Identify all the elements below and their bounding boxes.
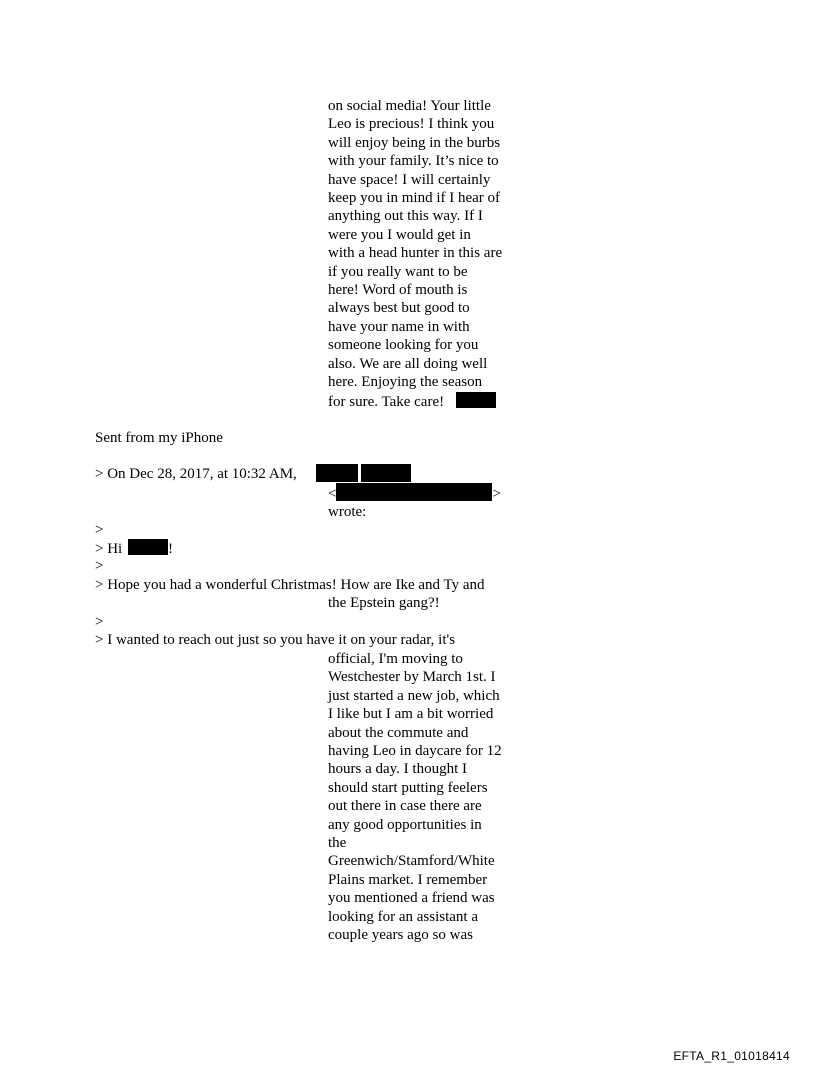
quote-header-prefix: > On Dec 28, 2017, at 10:32 AM,: [95, 466, 297, 482]
redacted-sender-last: [361, 464, 411, 482]
reply-line: with a head hunter in this are: [328, 245, 503, 262]
quoted-line: out there in case there are: [328, 798, 482, 815]
reply-line: here! Word of mouth is: [328, 282, 468, 299]
reply-line: have your name in with: [328, 318, 470, 335]
quote-marker: >: [95, 522, 104, 538]
quoted-para2-body: [328, 650, 518, 945]
quote-header: [95, 465, 297, 483]
quoted-line: looking for an assistant a: [328, 908, 478, 925]
quote-marker: >: [95, 558, 104, 574]
quoted-line: Westchester by March 1st. I: [328, 669, 496, 686]
reply-line: with your family. It’s nice to: [328, 153, 499, 170]
signature: Sent from my iPhone: [95, 430, 223, 446]
quoted-line: official, I'm moving to: [328, 651, 463, 667]
quoted-line: Greenwich/Stamford/White: [328, 853, 495, 870]
reply-line: have space! I will certainly: [328, 171, 491, 188]
reply-body: [328, 97, 518, 411]
quoted-line: the: [328, 835, 347, 852]
quote-header-wrote: wrote:: [328, 504, 367, 520]
reply-line: always best but good to: [328, 300, 470, 317]
quote-marker: >: [95, 614, 104, 630]
reply-line: if you really want to be: [328, 263, 468, 280]
reply-line: will enjoy being in the burbs: [328, 134, 501, 151]
reply-line-text: for sure. Take care!: [328, 393, 445, 410]
reply-line: also. We are all doing well: [328, 355, 488, 372]
greeting-suffix: !: [167, 541, 173, 557]
quoted-para1-first: > Hope you had a wonderful Christmas! How are Ike and Ty and: [95, 577, 485, 593]
quoted-line: any good opportunities in: [328, 816, 482, 833]
reply-line: keep you in mind if I hear of: [328, 190, 501, 207]
reply-line: were you I would get in: [328, 226, 471, 243]
quoted-line: about the commute and: [328, 724, 469, 741]
reply-line: on social media! Your little: [328, 98, 491, 114]
quoted-line: hours a day. I thought I: [328, 761, 467, 778]
reply-line: someone looking for you: [328, 337, 479, 354]
quoted-line: having Leo in daycare for 12: [328, 743, 502, 760]
redacted-sender-first: [316, 464, 358, 482]
email-close-bracket: >: [492, 486, 501, 502]
reply-line: Leo is precious! I think you: [328, 116, 495, 133]
quoted-line: you mentioned a friend was: [328, 890, 495, 907]
email-open-bracket: <: [328, 486, 337, 502]
reply-line: here. Enjoying the season: [328, 374, 483, 391]
quoted-line: should start putting feelers: [328, 779, 488, 796]
quoted-para1-cont: the Epstein gang?!: [328, 595, 440, 611]
quoted-para2-first: > I wanted to reach out just so you have it on your radar, it's: [95, 632, 456, 648]
quoted-line: just started a new job, which: [328, 687, 500, 704]
reply-line: [328, 392, 518, 411]
redaction-block: [456, 392, 496, 408]
reply-line: anything out this way. If I: [328, 208, 483, 225]
document-id: EFTA_R1_01018414: [673, 1049, 790, 1063]
greeting-prefix: > Hi: [95, 541, 123, 557]
redaction-block: [128, 539, 168, 555]
quoted-line: Plains market. I remember: [328, 871, 488, 888]
quote-header-email: [328, 483, 501, 503]
redacted-email: [336, 483, 492, 501]
quoted-greeting: [95, 539, 173, 558]
quoted-line: couple years ago so was: [328, 927, 473, 944]
quoted-line: I like but I am a bit worried: [328, 706, 494, 723]
